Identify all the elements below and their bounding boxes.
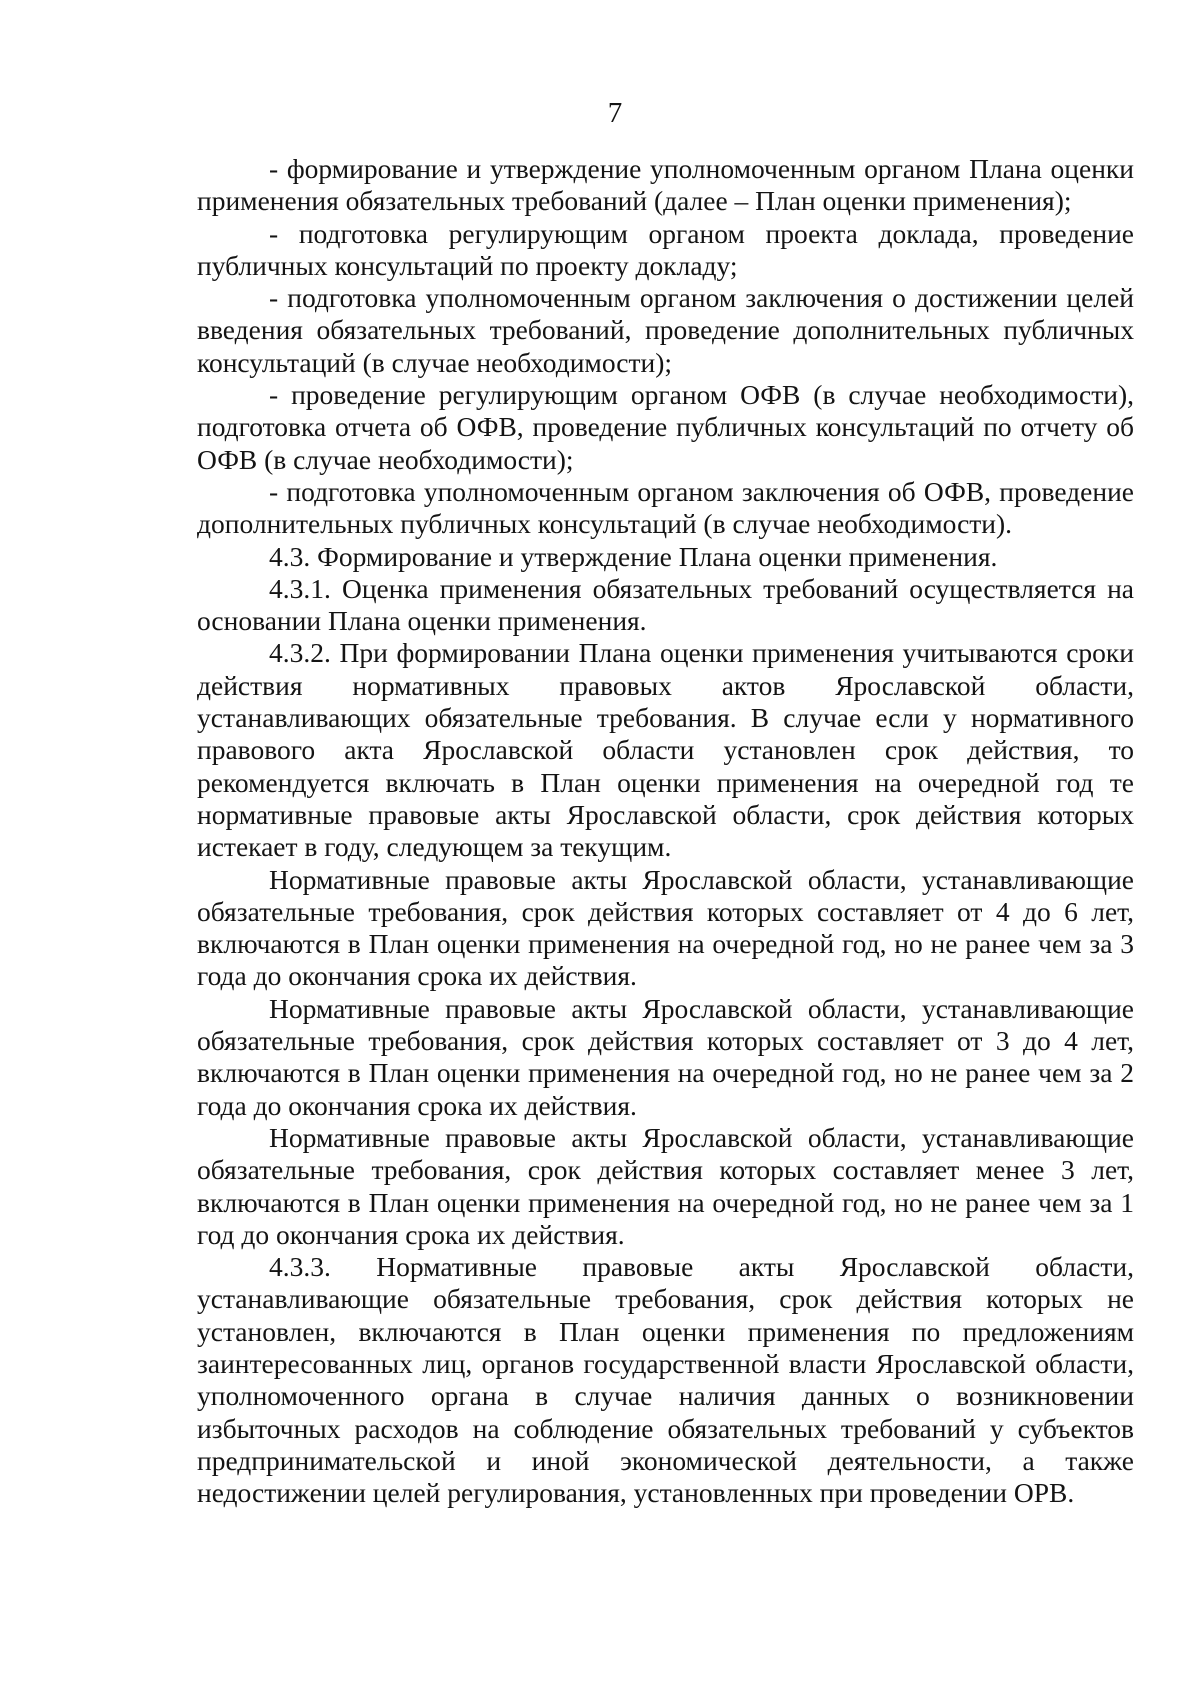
clause-paragraph: 4.3.2. При формировании Плана оценки применения учитываются сроки действия нормативных правовых актов Ярославской области, устанавливающих обязательные требования. В случае если у нормативного правового акта Ярославской области установлен срок действия, то рекомендуется включать в План оценки применения на очередной год те нормативные правовые акты Ярославской области, срок действия которых истекает в году, следующем за текущим. xyxy=(197,637,1134,863)
body-paragraph: Нормативные правовые акты Ярославской области, устанавливающие обязательные требования, срок действия которых составляет менее 3 лет, включаются в План оценки применения на очередной год, но не ранее чем за 1 год до окончания срока их действия. xyxy=(197,1121,1134,1250)
body-paragraph: Нормативные правовые акты Ярославской области, устанавливающие обязательные требования, срок действия которых составляет от 4 до 6 лет, включаются в План оценки применения на очередной год, но не ранее чем за 3 года до окончания срока их действия. xyxy=(197,863,1134,992)
page-number: 7 xyxy=(607,97,623,129)
section-heading: 4.3. Формирование и утверждение Плана оценки применения. xyxy=(269,540,998,572)
list-item: - подготовка регулирующим органом проекта доклада, проведение публичных консультаций по проекту докладу; xyxy=(197,217,1134,281)
list-item: - подготовка уполномоченным органом заключения о достижении целей введения обязательных требований, проведение дополнительных публичных консультаций (в случае необходимости); xyxy=(197,282,1134,378)
list-item: - проведение регулирующим органом ОФВ (в случае необходимости), подготовка отчета об ОФВ, проведение публичных консультаций по отчету об ОФВ (в случае необходимости); xyxy=(197,379,1134,475)
list-item: - подготовка уполномоченным органом заключения об ОФВ, проведение дополнительных публичных консультаций (в случае необходимости). xyxy=(197,475,1134,540)
list-item: - формирование и утверждение уполномоченным органом Плана оценки применения обязательных требований (далее – План оценки применения); xyxy=(197,153,1134,217)
body-paragraph: Нормативные правовые акты Ярославской области, устанавливающие обязательные требования, срок действия которых составляет от 3 до 4 лет, включаются в План оценки применения на очередной год, но не ранее чем за 2 года до окончания срока их действия. xyxy=(197,992,1134,1121)
clause-paragraph: 4.3.3. Нормативные правовые акты Ярославской области, устанавливающие обязательные требования, срок действия которых не установлен, включаются в План оценки применения по предложениям заинтересованных лиц, органов государственной власти Ярославской области, уполномоченного органа в случае наличия данных о возникновении избыточных расходов на соблюдение обязательных требований у субъектов предпринимательской и иной экономической деятельности, а также недостижении целей регулирования, установленных при проведении ОРВ. xyxy=(197,1251,1134,1509)
clause-paragraph: 4.3.1. Оценка применения обязательных требований осуществляется на основании Плана оценки применения. xyxy=(197,572,1134,637)
document-body xyxy=(197,153,1134,1509)
